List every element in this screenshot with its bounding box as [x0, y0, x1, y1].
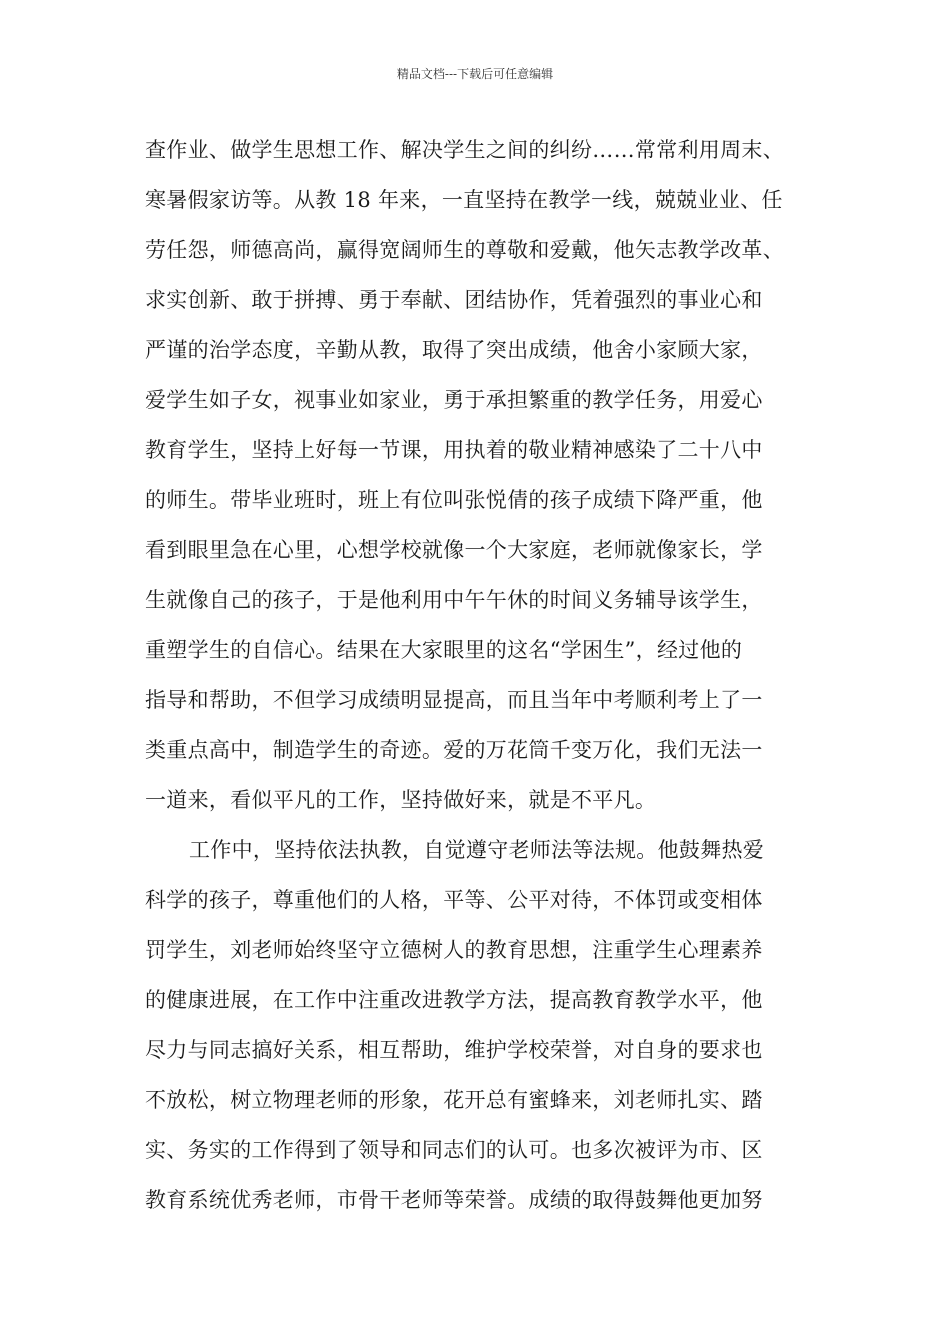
- paragraph-start-line: 工作中，坚持依法执教，自觉遵守老师法等法规。他鼓舞热爱: [189, 838, 765, 862]
- text-line: 教育系统优秀老师，市骨干老师等荣誉。成绩的取得鼓舞他更加努: [145, 1188, 763, 1212]
- text-line: 科学的孩子，尊重他们的人格，平等、公平对待，不体罚或变相体: [145, 888, 763, 912]
- text-line: 求实创新、敢于拼搏、勇于奉献、团结协作，凭着强烈的事业心和: [145, 288, 763, 312]
- text-line: 爱学生如子女，视事业如家业，勇于承担繁重的教学任务，用爱心: [145, 388, 763, 412]
- text-line: 一道来，看似平凡的工作，坚持做好来，就是不平凡。: [145, 788, 657, 812]
- text-line: 不放松，树立物理老师的形象，花开总有蜜蜂来，刘老师扎实、踏: [145, 1088, 763, 1112]
- text-line: 看到眼里急在心里，心想学校就像一个大家庭，老师就像家长，学: [145, 538, 763, 562]
- text-line: 重塑学生的自信心。结果在大家眼里的这名“学困生”，经过他的: [145, 638, 743, 662]
- page-header: 精品文档---下载后可任意编辑: [396, 67, 554, 81]
- document-body: [145, 125, 825, 1225]
- text-line: 严谨的治学态度，辛勤从教，取得了突出成绩，他舍小家顾大家，: [145, 338, 763, 362]
- text-line: 类重点高中，制造学生的奇迹。爱的万花筒千变万化，我们无法一: [145, 738, 763, 762]
- text-line: 指导和帮助，不但学习成绩明显提高，而且当年中考顺利考上了一: [145, 688, 763, 712]
- text-line: 的健康进展，在工作中注重改进教学方法，提高教育教学水平，他: [145, 988, 763, 1012]
- text-line: 尽力与同志搞好关系，相互帮助，维护学校荣誉，对自身的要求也: [145, 1038, 763, 1062]
- text-line: 生就像自己的孩子，于是他利用中午午休的时间义务辅导该学生，: [145, 588, 763, 612]
- text-line: 劳任怨，师德高尚，赢得宽阔师生的尊敬和爱戴，他矢志教学改革、: [145, 238, 784, 262]
- text-line: 寒暑假家访等。从教 18 年来，一直坚持在教学一线，兢兢业业、任: [145, 188, 783, 212]
- text-line: 的师生。带毕业班时，班上有位叫张悦倩的孩子成绩下降严重，他: [145, 488, 763, 512]
- text-line: 实、务实的工作得到了领导和同志们的认可。也多次被评为市、区: [145, 1138, 763, 1162]
- text-line: 罚学生，刘老师始终坚守立德树人的教育思想，注重学生心理素养: [145, 938, 763, 962]
- text-line: 查作业、做学生思想工作、解决学生之间的纠纷……常常利用周末、: [145, 138, 784, 162]
- text-line: 教育学生，坚持上好每一节课，用执着的敬业精神感染了二十八中: [145, 438, 763, 462]
